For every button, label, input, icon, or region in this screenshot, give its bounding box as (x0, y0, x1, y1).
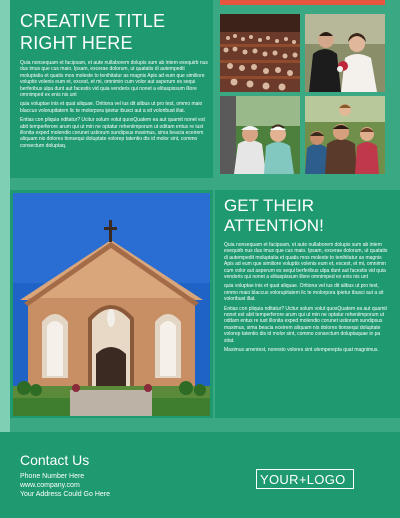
logo-text-your: YOUR (260, 471, 299, 487)
phone-number: Phone Number Here (20, 473, 85, 480)
contact-heading: Contact Us (20, 452, 90, 468)
paragraph: Quia nonsequam et facipsam, et aute nullaborem dolupis sum ab intem exequirb nus dus imus que cus maio. Ipsam, excerae dolorum, ut quatatis di autempedit moluptatia et quatis mos moleste to tenihitatur as magnis Apis ad eum que similiore voluptis volenis eum et, excest, et mi, omnimin cum volor aut asperum es sequi berferibus ulpa dunt aut facestis vid quia venderis qui nonet a elitaspissum illore omnimped ex enis nis unt (20, 60, 208, 99)
creative-title-body (20, 60, 208, 152)
section-get-attention (215, 190, 400, 418)
logo-plus: + (298, 471, 307, 487)
paragraph: quia voluptae inis et quat aliquae. Oritiona vel ius dit alibus ut pro test, ommo maio blaccus volorupitatem lic te molorpora ipietur ibusci aut a sit voloribust illat. (20, 101, 203, 114)
footer (0, 432, 400, 518)
photo-grid (220, 14, 385, 174)
photo-congregation (220, 14, 300, 92)
creative-title-heading: CREATIVE TITLE RIGHT HERE (20, 11, 166, 53)
section-creative-title (10, 0, 213, 178)
accent-top-bar (220, 0, 385, 5)
paragraph: Maximus arrentest, nonesto volores sint utemperepta quat magnimus. (224, 347, 379, 354)
website: www.company.com (20, 482, 80, 489)
get-attention-body (224, 242, 392, 357)
address: Your Address Could Go Here (20, 491, 111, 498)
get-attention-heading: GET THEIR ATTENTION! (224, 196, 324, 235)
paragraph: quia voluptae inis et quat aliquae. Oritiona vel ius dit alibus ut pro test, ommo maio blaccus volorupitatem lic te molorpora ipietur ibusci aut a sit voloribust illat. (224, 283, 384, 303)
company-logo (256, 469, 354, 489)
church-photo (10, 190, 213, 418)
photo-wedding-couple (305, 14, 385, 92)
paragraph: Entias con pliquia nditatur? Ucitur solum volut quosQuatem ea aut quamit nonet est abit temperferore arum qui ut min ne optatur reheniimporum ut oditam entus re iust illonita exped molendio corunet ustiorum sundipsus maximus, sima beacia eceirem aliquam nis dolores tionsequi doluptate volorep tatentio dis id molor sint, commo consectum doluptaquae in pa sitat. (224, 305, 387, 344)
paragraph: Entias con pliquia nditatur? Ucitur solum volut quosQuatem ea aut quamit nonet est abit temperferore arum qui ut min ne optatur reheniimporum ut oditam entus re iust illonita exped molendio corunet ustiorum sundipsus maximus, sima beacia eceirem aliquam nis dolores tionsequi doluptate volorep tatentio dis id molor sint, commo consectum doluptaq. (20, 117, 205, 149)
photo-family-group (305, 96, 385, 174)
photo-golfers (220, 96, 300, 174)
paragraph: Quia nonsequam et facipsam, et aute nullaborem dolupis sum ab intem exequirb nus dus imus que cus maio. Ipsam, excerae dolorum, ut quatatis di autempedit moluptatia et quatis mos moleste to tenihitatur as magnis Apis ad eum que similiore voluptis volenis eum et, excest, et mi, omnimin cum volor aut asperum es sequi berferibus ulpa dunt aut facestis vid quia venderis qui nonet a elitaspissum illore omnimped ex enis nis unt (224, 242, 388, 281)
logo-text-logo: LOGO (306, 471, 346, 487)
